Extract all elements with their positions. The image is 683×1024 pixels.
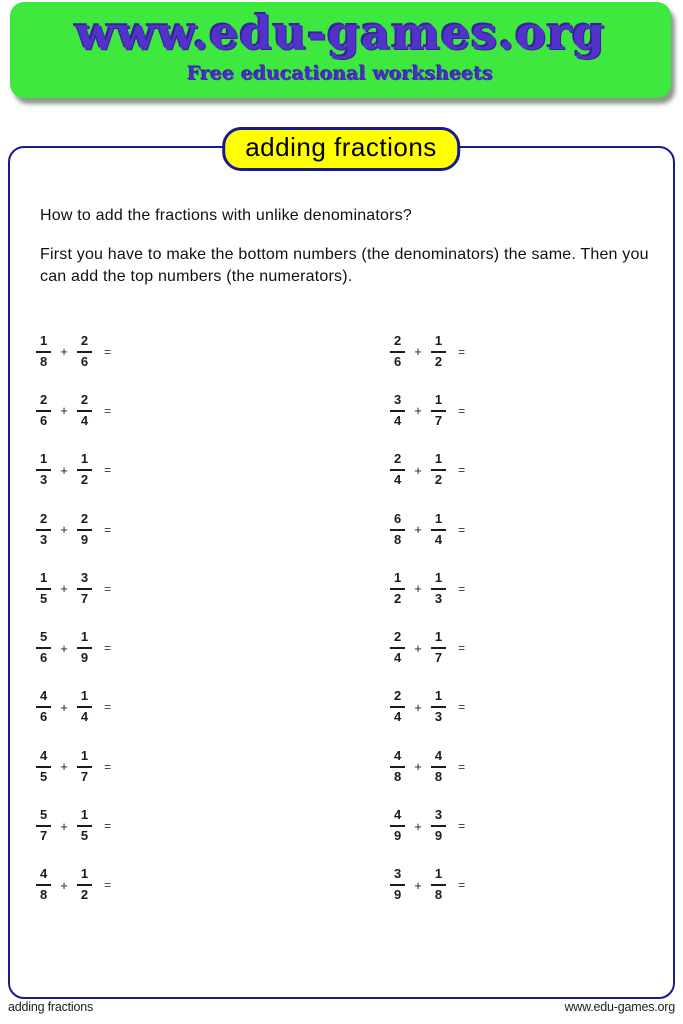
site-banner <box>10 2 671 98</box>
fraction <box>390 630 405 666</box>
fraction-problem <box>36 796 111 855</box>
fraction-numerator: 2 <box>77 334 92 353</box>
fraction-numerator: 2 <box>36 393 51 412</box>
plus-operator: + <box>60 699 68 715</box>
fraction-numerator: 1 <box>431 630 446 649</box>
fraction <box>431 512 446 548</box>
fraction <box>431 393 446 429</box>
equals-sign: = <box>104 878 112 893</box>
fraction-numerator: 1 <box>431 689 446 708</box>
fraction-denominator: 4 <box>80 412 89 428</box>
plus-operator: + <box>414 759 422 775</box>
plus-operator: + <box>414 462 422 478</box>
fraction-denominator: 7 <box>80 590 89 606</box>
plus-operator: + <box>414 522 422 538</box>
fraction-numerator: 2 <box>390 630 405 649</box>
instructions <box>40 205 652 305</box>
fraction-problem <box>36 500 111 559</box>
equals-sign: = <box>458 522 466 537</box>
fraction-denominator: 5 <box>80 828 89 844</box>
fraction-numerator: 1 <box>77 452 92 471</box>
problems-column-left <box>36 322 111 915</box>
fraction-denominator: 6 <box>80 353 89 369</box>
fraction-problem <box>390 796 465 855</box>
plus-operator: + <box>414 877 422 893</box>
fraction <box>36 393 51 429</box>
fraction-problem <box>390 559 465 618</box>
fraction-numerator: 3 <box>431 808 446 827</box>
fraction-numerator: 2 <box>390 689 405 708</box>
fraction <box>36 334 51 370</box>
fraction-denominator: 2 <box>434 353 443 369</box>
fraction-denominator: 9 <box>80 650 89 666</box>
fraction-denominator: 2 <box>434 472 443 488</box>
fraction-denominator: 2 <box>80 887 89 903</box>
fraction-numerator: 3 <box>77 571 92 590</box>
footer-site-url: www.edu-games.org <box>564 1000 675 1014</box>
fraction <box>36 867 51 903</box>
fraction-problem <box>390 322 465 381</box>
fraction-denominator: 4 <box>80 709 89 725</box>
fraction-problem <box>390 737 465 796</box>
fraction-numerator: 1 <box>431 334 446 353</box>
fraction <box>390 808 405 844</box>
fraction-problem <box>36 381 111 440</box>
fraction-denominator: 8 <box>394 531 402 547</box>
equals-sign: = <box>104 522 112 537</box>
plus-operator: + <box>414 699 422 715</box>
equals-sign: = <box>458 759 466 774</box>
fraction-denominator: 3 <box>434 709 443 725</box>
fraction-numerator: 3 <box>390 393 405 412</box>
fraction <box>77 571 92 607</box>
fraction-denominator: 4 <box>434 531 443 547</box>
fraction-problem <box>390 678 465 737</box>
plus-operator: + <box>60 344 68 360</box>
fraction-denominator: 5 <box>40 590 48 606</box>
fraction-denominator: 8 <box>394 768 402 784</box>
fraction-denominator: 7 <box>80 768 89 784</box>
fraction-denominator: 4 <box>394 650 402 666</box>
equals-sign: = <box>458 878 466 893</box>
fraction-numerator: 1 <box>36 571 51 590</box>
fraction-denominator: 7 <box>40 828 48 844</box>
fraction <box>431 571 446 607</box>
fraction-numerator: 1 <box>77 808 92 827</box>
fraction-numerator: 1 <box>390 571 405 590</box>
fraction <box>390 571 405 607</box>
fraction-numerator: 1 <box>36 334 51 353</box>
fraction-denominator: 4 <box>394 709 402 725</box>
worksheet-title-pill: adding fractions <box>222 127 460 171</box>
plus-operator: + <box>60 462 68 478</box>
equals-sign: = <box>458 344 466 359</box>
fraction-numerator: 4 <box>431 749 446 768</box>
equals-sign: = <box>104 463 112 478</box>
fraction-denominator: 9 <box>80 531 89 547</box>
fraction-denominator: 6 <box>40 650 48 666</box>
fraction-denominator: 8 <box>40 353 48 369</box>
fraction <box>390 334 405 370</box>
fraction-problem <box>36 322 111 381</box>
fraction-problem <box>36 559 111 618</box>
instruction-explanation: First you have to make the bottom numbers (the denominators) the same. Then you can add the top numbers (the numerators). <box>40 246 649 285</box>
plus-operator: + <box>414 581 422 597</box>
fraction-problem <box>390 856 465 915</box>
fraction-numerator: 1 <box>36 452 51 471</box>
fraction <box>431 867 446 903</box>
fraction-denominator: 9 <box>434 828 443 844</box>
equals-sign: = <box>458 641 466 656</box>
fraction <box>431 749 446 785</box>
problems-column-right <box>390 322 465 915</box>
fraction-numerator: 2 <box>390 452 405 471</box>
equals-sign: = <box>104 819 112 834</box>
fraction <box>390 393 405 429</box>
fraction-problem <box>390 441 465 500</box>
fraction-denominator: 6 <box>40 412 48 428</box>
fraction <box>431 808 446 844</box>
fraction-numerator: 1 <box>77 689 92 708</box>
fraction-denominator: 4 <box>394 412 402 428</box>
fraction <box>77 334 92 370</box>
fraction-denominator: 8 <box>434 768 443 784</box>
fraction-numerator: 1 <box>431 512 446 531</box>
fraction-numerator: 1 <box>77 867 92 886</box>
equals-sign: = <box>104 344 112 359</box>
plus-operator: + <box>414 344 422 360</box>
fraction-numerator: 4 <box>36 867 51 886</box>
fraction-numerator: 4 <box>36 689 51 708</box>
fraction <box>390 689 405 725</box>
fraction-numerator: 5 <box>36 630 51 649</box>
site-subtitle: Free educational worksheets <box>187 63 494 85</box>
fraction-numerator: 2 <box>77 512 92 531</box>
fraction-problem <box>390 618 465 677</box>
fraction-problem <box>36 678 111 737</box>
fraction <box>36 512 51 548</box>
fraction <box>431 630 446 666</box>
fraction-denominator: 8 <box>434 887 443 903</box>
plus-operator: + <box>60 403 68 419</box>
fraction <box>36 571 51 607</box>
fraction-numerator: 4 <box>390 749 405 768</box>
plus-operator: + <box>60 877 68 893</box>
instruction-question: How to add the fractions with unlike denominators? <box>40 207 412 224</box>
equals-sign: = <box>458 581 466 596</box>
fraction <box>77 867 92 903</box>
fraction <box>77 393 92 429</box>
plus-operator: + <box>414 640 422 656</box>
plus-operator: + <box>60 522 68 538</box>
page-footer <box>8 1000 675 1014</box>
fraction-numerator: 4 <box>390 808 405 827</box>
fraction <box>36 630 51 666</box>
fraction-numerator: 1 <box>77 630 92 649</box>
site-title: www.edu-games.org <box>75 6 606 60</box>
fraction-denominator: 2 <box>394 590 402 606</box>
fraction <box>77 452 92 488</box>
fraction-denominator: 6 <box>40 709 48 725</box>
fraction-problem <box>36 441 111 500</box>
equals-sign: = <box>104 700 112 715</box>
fraction-denominator: 6 <box>394 353 402 369</box>
fraction <box>36 808 51 844</box>
equals-sign: = <box>458 463 466 478</box>
fraction-denominator: 3 <box>40 472 48 488</box>
footer-worksheet-name: adding fractions <box>8 1000 94 1014</box>
fraction-numerator: 6 <box>390 512 405 531</box>
fraction-numerator: 1 <box>431 452 446 471</box>
fraction-numerator: 1 <box>431 393 446 412</box>
equals-sign: = <box>104 759 112 774</box>
fraction-problem <box>36 737 111 796</box>
plus-operator: + <box>60 818 68 834</box>
fraction-numerator: 4 <box>36 749 51 768</box>
fraction-numerator: 2 <box>77 393 92 412</box>
fraction-denominator: 7 <box>434 412 443 428</box>
fraction <box>36 452 51 488</box>
fraction-numerator: 1 <box>431 571 446 590</box>
plus-operator: + <box>60 640 68 656</box>
fraction <box>390 749 405 785</box>
fraction-numerator: 1 <box>431 867 446 886</box>
equals-sign: = <box>458 403 466 418</box>
fraction-denominator: 2 <box>80 472 89 488</box>
equals-sign: = <box>458 819 466 834</box>
fraction-problem <box>390 381 465 440</box>
fraction-denominator: 3 <box>434 590 443 606</box>
fraction <box>36 689 51 725</box>
fraction-numerator: 2 <box>36 512 51 531</box>
fraction-numerator: 1 <box>77 749 92 768</box>
plus-operator: + <box>414 403 422 419</box>
fraction-denominator: 4 <box>394 472 402 488</box>
fraction <box>77 512 92 548</box>
fraction-problem <box>390 500 465 559</box>
plus-operator: + <box>60 759 68 775</box>
fraction <box>431 334 446 370</box>
fraction <box>390 452 405 488</box>
equals-sign: = <box>458 700 466 715</box>
fraction <box>431 689 446 725</box>
equals-sign: = <box>104 403 112 418</box>
fraction <box>77 808 92 844</box>
fraction <box>431 452 446 488</box>
equals-sign: = <box>104 641 112 656</box>
fraction-denominator: 8 <box>40 887 48 903</box>
fraction-numerator: 3 <box>390 867 405 886</box>
fraction-denominator: 9 <box>394 828 402 844</box>
plus-operator: + <box>414 818 422 834</box>
equals-sign: = <box>104 581 112 596</box>
fraction-numerator: 2 <box>390 334 405 353</box>
fraction <box>77 749 92 785</box>
fraction-problem <box>36 856 111 915</box>
fraction-numerator: 5 <box>36 808 51 827</box>
fraction-denominator: 9 <box>394 887 402 903</box>
fraction-denominator: 5 <box>40 768 48 784</box>
fraction-problem <box>36 618 111 677</box>
fraction <box>36 749 51 785</box>
fraction-denominator: 3 <box>40 531 48 547</box>
fraction-denominator: 7 <box>434 650 443 666</box>
plus-operator: + <box>60 581 68 597</box>
fraction <box>77 689 92 725</box>
fraction <box>77 630 92 666</box>
fraction <box>390 512 405 548</box>
fraction <box>390 867 405 903</box>
